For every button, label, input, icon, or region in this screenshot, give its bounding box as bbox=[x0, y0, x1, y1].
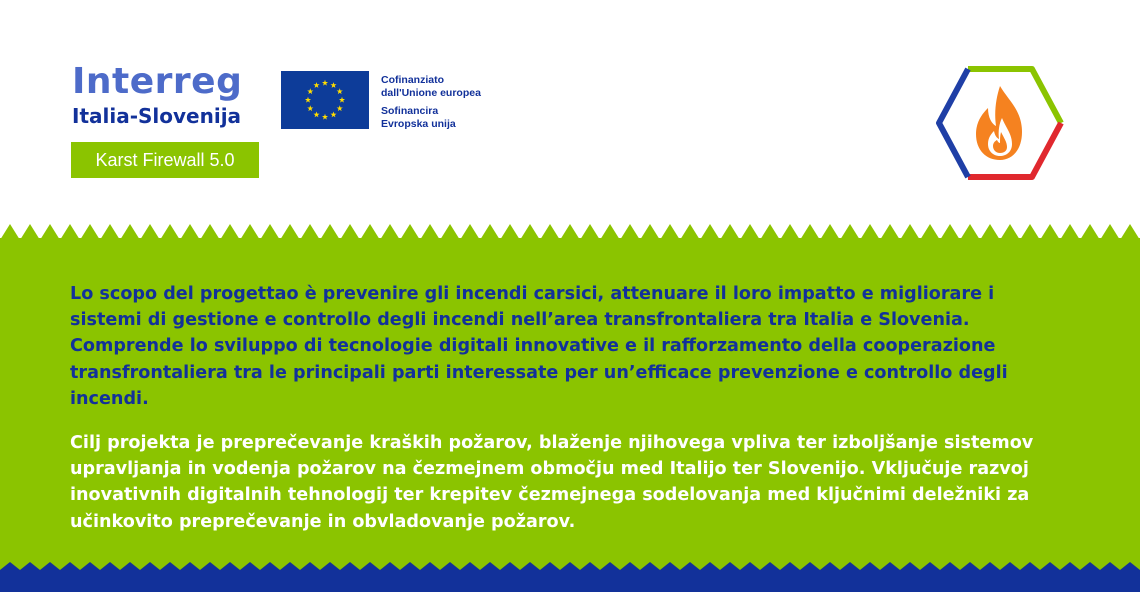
eu-star bbox=[330, 112, 336, 118]
eu-flag-icon bbox=[281, 71, 369, 129]
eu-star bbox=[322, 114, 328, 120]
eu-star bbox=[322, 80, 328, 86]
eu-star bbox=[307, 88, 313, 94]
fire-hexagon-icon bbox=[936, 66, 1064, 180]
eu-text-line: Evropska unija bbox=[381, 117, 456, 130]
eu-star bbox=[339, 97, 345, 103]
description-slovenian: Cilj projekta je preprečevanje kraških požarov, blaženje njihovega vpliva ter izboljšanje sistemov upravljanja in vodenja požarov na čezmejnem območju med Italijo ter Slovenijo. Vključuje razvoj inovativnih digitalnih tehnologij ter krepitev čezmejnega sodelovanja med ključnimi deležniki za učinkovito preprečevanje in obvladovanje požarov. bbox=[70, 433, 1034, 532]
interreg-logo bbox=[72, 61, 262, 128]
project-name-badge: Karst Firewall 5.0 bbox=[71, 142, 259, 178]
zigzag-bottom-base bbox=[0, 562, 1140, 592]
interreg-subtitle: Italia-Slovenija bbox=[72, 104, 242, 128]
description-italian: Lo scopo del progettao è prevenire gli incendi carsici, attenuare il loro impatto e migliorare i sistemi di gestione e controllo degli incendi nell’area transfrontaliera tra Italia e Slovenia. Comprende lo sviluppo di tecnologie digitali innovative e il rafforzamento della cooperazione transfrontaliera tra le principali parti interessate per un’efficace prevenzione e controllo degli incendi. bbox=[70, 284, 1008, 409]
eu-text-line: dall'Unione europea bbox=[381, 86, 481, 99]
eu-text-line: Cofinanziato bbox=[381, 74, 444, 86]
band-bottom-zigzag bbox=[0, 562, 1140, 592]
eu-star bbox=[337, 105, 343, 111]
eu-star bbox=[313, 112, 319, 118]
eu-star bbox=[307, 105, 313, 111]
eu-cofinancing-text bbox=[381, 74, 481, 130]
eu-star bbox=[330, 82, 336, 88]
eu-star bbox=[305, 97, 311, 103]
eu-star bbox=[313, 82, 319, 88]
eu-text-line: Sofinancira bbox=[381, 105, 439, 117]
project-description bbox=[70, 281, 1070, 535]
eu-star bbox=[337, 88, 343, 94]
interreg-wordmark: Interreg bbox=[72, 61, 243, 102]
